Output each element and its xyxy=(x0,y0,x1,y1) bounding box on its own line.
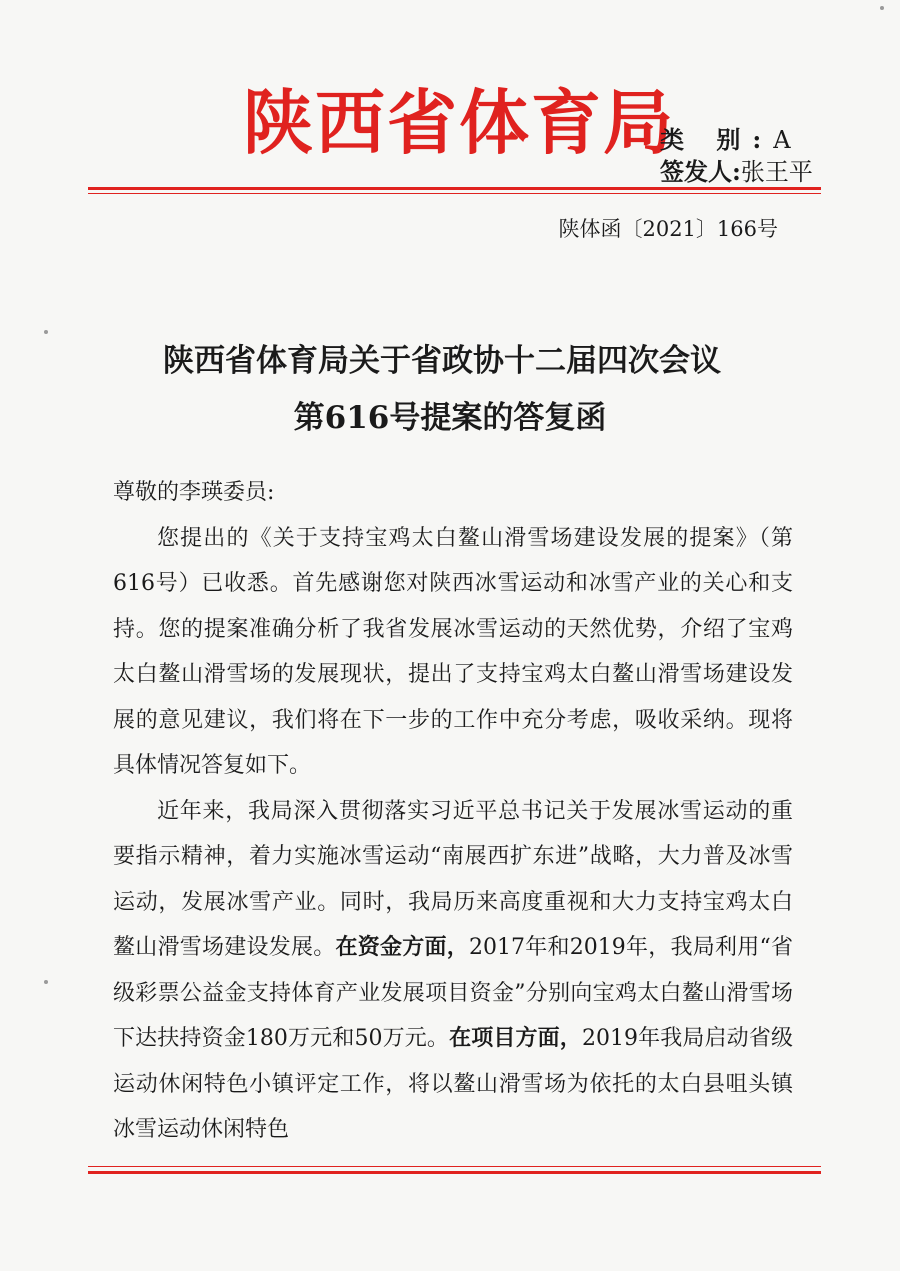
document-number: 陕体函〔2021〕166号 xyxy=(558,217,778,241)
category-label: 类 别: xyxy=(660,125,774,154)
document-title-line1: 陕西省体育局关于省政协十二届四次会议 xyxy=(163,343,721,379)
agency-letterhead: 陕西省体育局 xyxy=(243,82,675,164)
project-heading: 在项目方面， xyxy=(449,1025,582,1051)
salutation: 尊敬的李瑛委员: xyxy=(113,480,275,505)
category-row xyxy=(660,124,813,156)
project-text: 2019年我局启动省级运动休闲特色小镇评定工作，将以鳌山滑雪场为依托的太白县咀头镇冰雪运动休闲特色 xyxy=(113,1026,793,1142)
funds-text: 2017年和2019年，我局利用“省级彩票公益金支持体育产业发展项目资金”分别向宝鸡太白鳌山滑雪场下达扶持资金180万元和50万元。 xyxy=(113,935,793,1051)
binding-hole-mark xyxy=(44,980,48,984)
scan-mark xyxy=(880,6,884,10)
signer-row xyxy=(660,156,813,188)
signer-label: 签发人: xyxy=(660,157,741,186)
paragraph-1: 您提出的《关于支持宝鸡太白鳌山滑雪场建设发展的提案》（第616号）已收悉。首先感谢您对陕西冰雪运动和冰雪产业的关心和支持。您的提案准确分析了我省发展冰雪运动的天然优势，介绍了宝鸡太白鳌山滑雪场的发展现状，提出了支持宝鸡太白鳌山滑雪场建设发展的意见建议，我们将在下一步的工作中充分考虑，吸收采纳。现将具体情况答复如下。 xyxy=(113,525,793,778)
paragraph-2 xyxy=(113,789,793,1153)
header-rule-thick xyxy=(88,187,821,190)
signer-value: 张王平 xyxy=(740,158,813,186)
document-meta xyxy=(660,124,813,188)
paragraph-2-intro: 近年来，我局深入贯彻落实习近平总书记关于发展冰雪运动的重要指示精神，着力实施冰雪运动“南展西扩东进”战略，大力普及冰雪运动，发展冰雪产业。同时，我局历来高度重视和大力支持宝鸡太白鳌山滑雪场建设发展。 xyxy=(113,798,793,960)
document-title-line2: 第616号提案的答复函 xyxy=(293,400,607,436)
category-value: A xyxy=(773,126,791,154)
binding-hole-mark xyxy=(44,330,48,334)
header-rule-thin xyxy=(88,193,821,194)
footer-rule-thick xyxy=(88,1171,821,1174)
funds-heading: 在资金方面， xyxy=(335,934,469,960)
footer-rule-thin xyxy=(88,1166,821,1167)
letter-body xyxy=(113,470,793,1153)
